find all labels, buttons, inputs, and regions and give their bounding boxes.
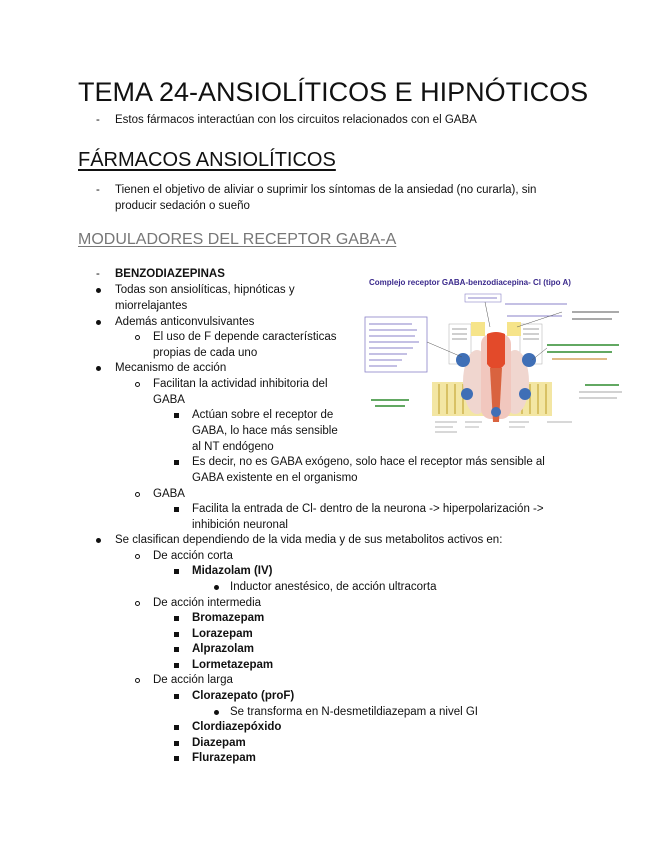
dash-marker: - — [96, 114, 100, 126]
drug-name: Clorazepato (proF) — [192, 690, 295, 702]
figure-title: Complejo receptor GABA-benzodiacepina- Cl (tipo A) — [369, 278, 571, 287]
drug-name: Lormetazepam — [192, 659, 274, 671]
list-item-text: GABA — [153, 394, 185, 406]
drug-name: Diazepam — [192, 737, 246, 749]
list-item-text: De acción larga — [153, 674, 233, 686]
list-item-text: miorrelajantes — [115, 300, 188, 312]
circle-marker — [135, 601, 140, 606]
circle-marker — [135, 382, 140, 387]
bullet-marker — [96, 288, 101, 293]
drug-name: Lorazepam — [192, 628, 253, 640]
subsection-heading-moduladores: MODULADORES DEL RECEPTOR GABA-A — [78, 231, 397, 248]
square-marker — [174, 616, 179, 621]
list-item-text: al NT endógeno — [192, 441, 274, 453]
drug-name: Flurazepam — [192, 752, 256, 764]
circle-marker — [135, 335, 140, 340]
bullet-marker — [214, 585, 219, 590]
objective-line-2: producir sedación o sueño — [115, 200, 250, 212]
list-item-text: Además anticonvulsivantes — [115, 316, 255, 328]
list-item-text: GABA existente en el organismo — [192, 472, 358, 484]
gaba-receptor-figure — [357, 272, 635, 440]
list-item-text: El uso de F depende características — [153, 331, 337, 343]
list-item-text: Se transforma en N-desmetildiazepam a nivel GI — [230, 706, 478, 718]
square-marker — [174, 647, 179, 652]
list-item-text: Se clasifican dependiendo de la vida media y de sus metabolitos activos en: — [115, 534, 503, 546]
drug-name: Alprazolam — [192, 643, 254, 655]
section-heading-farmacos: FÁRMACOS ANSIOLÍTICOS — [78, 149, 336, 171]
list-item-text: Todas son ansiolíticas, hipnóticas y — [115, 284, 295, 296]
circle-marker — [135, 492, 140, 497]
drug-name: Bromazepam — [192, 612, 265, 624]
intro-text: Estos fármacos interactúan con los circuitos relacionados con el GABA — [115, 114, 477, 126]
list-item-text: GABA — [153, 488, 185, 500]
circle-marker — [135, 554, 140, 559]
list-item-text: Es decir, no es GABA exógeno, solo hace el receptor más sensible al — [192, 456, 545, 468]
list-item-text: Mecanismo de acción — [115, 362, 227, 374]
square-marker — [174, 569, 179, 574]
dash-marker: - — [96, 268, 100, 280]
list-item-text: propias de cada uno — [153, 347, 258, 359]
list-item-text: Inductor anestésico, de acción ultracorta — [230, 581, 437, 593]
square-marker — [174, 413, 179, 418]
bullet-marker — [214, 710, 219, 715]
square-marker — [174, 460, 179, 465]
square-marker — [174, 507, 179, 512]
list-item-text: Facilitan la actividad inhibitoria del — [153, 378, 328, 390]
page-title: TEMA 24-ANSIOLÍTICOS E HIPNÓTICOS — [78, 77, 589, 107]
list-item-text: De acción intermedia — [153, 597, 262, 609]
bullet-marker — [96, 538, 101, 543]
dash-marker: - — [96, 184, 100, 196]
list-item-text: inhibición neuronal — [192, 519, 288, 531]
list-item-text: Actúan sobre el receptor de — [192, 409, 334, 421]
benzo-heading: BENZODIAZEPINAS — [115, 268, 225, 280]
drug-name: Midazolam (IV) — [192, 565, 273, 577]
list-item-text: GABA, lo hace más sensible — [192, 425, 338, 437]
drug-name: Clordiazepóxido — [192, 721, 282, 733]
bullet-marker — [96, 366, 101, 371]
square-marker — [174, 741, 179, 746]
objective-line-1: Tienen el objetivo de aliviar o suprimir los síntomas de la ansiedad (no curarla), sin — [115, 184, 537, 196]
square-marker — [174, 694, 179, 699]
bullet-marker — [96, 320, 101, 325]
circle-marker — [135, 678, 140, 683]
square-marker — [174, 663, 179, 668]
list-item-text: De acción corta — [153, 550, 233, 562]
receptor-diagram-graphic — [357, 272, 635, 440]
square-marker — [174, 756, 179, 761]
square-marker — [174, 725, 179, 730]
square-marker — [174, 632, 179, 637]
list-item-text: Facilita la entrada de Cl- dentro de la neurona -> hiperpolarización -> — [192, 503, 544, 515]
